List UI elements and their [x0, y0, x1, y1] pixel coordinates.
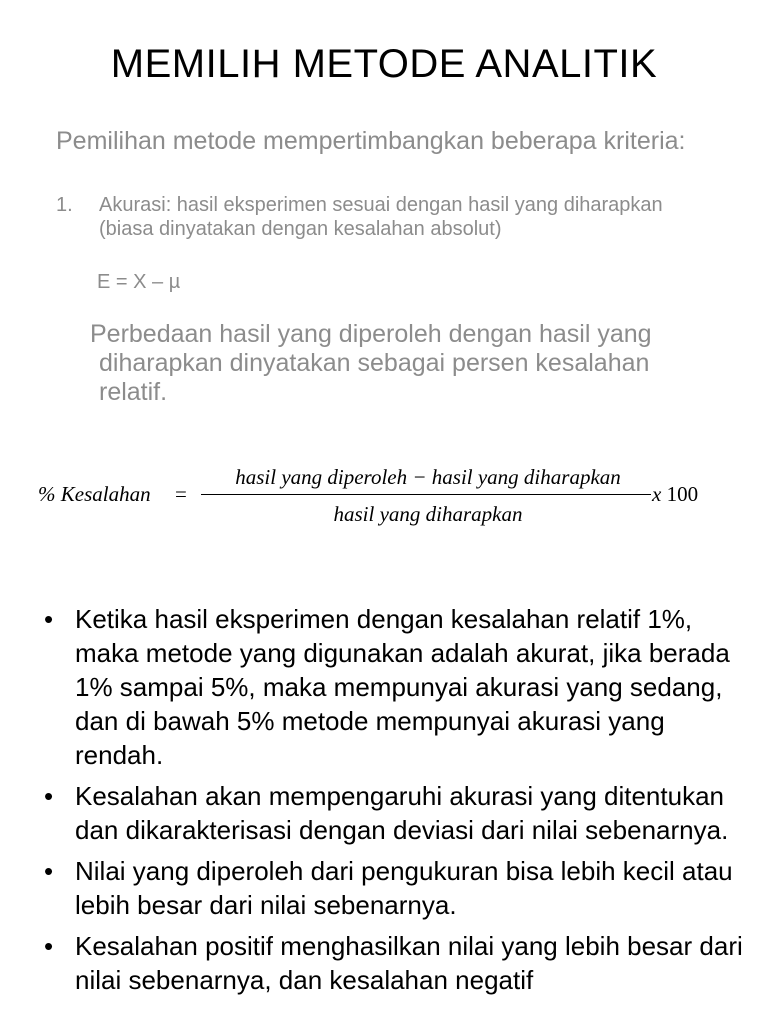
formula-lhs: % Kesalahan: [38, 482, 151, 506]
bullet-icon: •: [44, 781, 54, 811]
bullet-text: Kesalahan akan mempengaruhi akurasi yang ditentukan dan dikarakterisasi dengan deviasi dari nilai sebenarnya.: [75, 781, 729, 845]
absolute-error-equation: E = X – µ: [97, 271, 181, 293]
formula-numerator: hasil yang diperoleh − hasil yang diharapkan: [235, 465, 621, 489]
bullet-item: [44, 929, 744, 997]
fraction-bar: [201, 494, 651, 495]
formula-equals: =: [175, 482, 187, 506]
relative-error-description: [90, 320, 730, 407]
bullet-text: Nilai yang diperoleh dari pengukuran bisa lebih kecil atau lebih besar dari nilai sebenarnya.: [75, 856, 733, 920]
multiplier-x: x: [652, 482, 662, 506]
item-number: 1.: [56, 194, 73, 216]
relative-text-line-1: Perbedaan hasil yang diperoleh dengan hasil yang: [90, 320, 652, 348]
item-text: Akurasi: hasil eksperimen sesuai dengan hasil yang diharapkan (biasa dinyatakan dengan kesalahan absolut): [99, 194, 663, 240]
relative-text-line-2: diharapkan dinyatakan sebagai persen kesalahan: [99, 349, 650, 377]
bullet-icon: •: [44, 931, 54, 961]
slide-title: MEMILIH METODE ANALITIK: [110, 42, 658, 86]
bullet-item: [44, 602, 744, 772]
bullet-icon: •: [44, 856, 54, 886]
percent-error-formula: [38, 460, 738, 530]
bullet-text: Ketika hasil eksperimen dengan kesalahan relatif 1%, maka metode yang digunakan adalah akurat, jika berada 1% sampai 5%, maka mempunyai akurasi yang sedang, dan di bawah 5% metode mempunyai akurasi yang rendah.: [75, 604, 730, 770]
multiplier-number: 100: [666, 482, 699, 506]
relative-text-line-3: relatif.: [99, 378, 168, 406]
formula-denominator: hasil yang diharapkan: [333, 502, 523, 526]
bullet-item: [44, 854, 744, 922]
bullet-item: [44, 779, 744, 847]
bullet-list: [44, 602, 744, 1004]
intro-text: Pemilihan metode mempertimbangkan beberapa kriteria:: [56, 127, 686, 155]
formula-multiplier: [652, 482, 698, 507]
bullet-icon: •: [44, 604, 54, 634]
bullet-text: Kesalahan positif menghasilkan nilai yang lebih besar dari nilai sebenarnya, dan kesalahan negatif: [75, 931, 743, 995]
